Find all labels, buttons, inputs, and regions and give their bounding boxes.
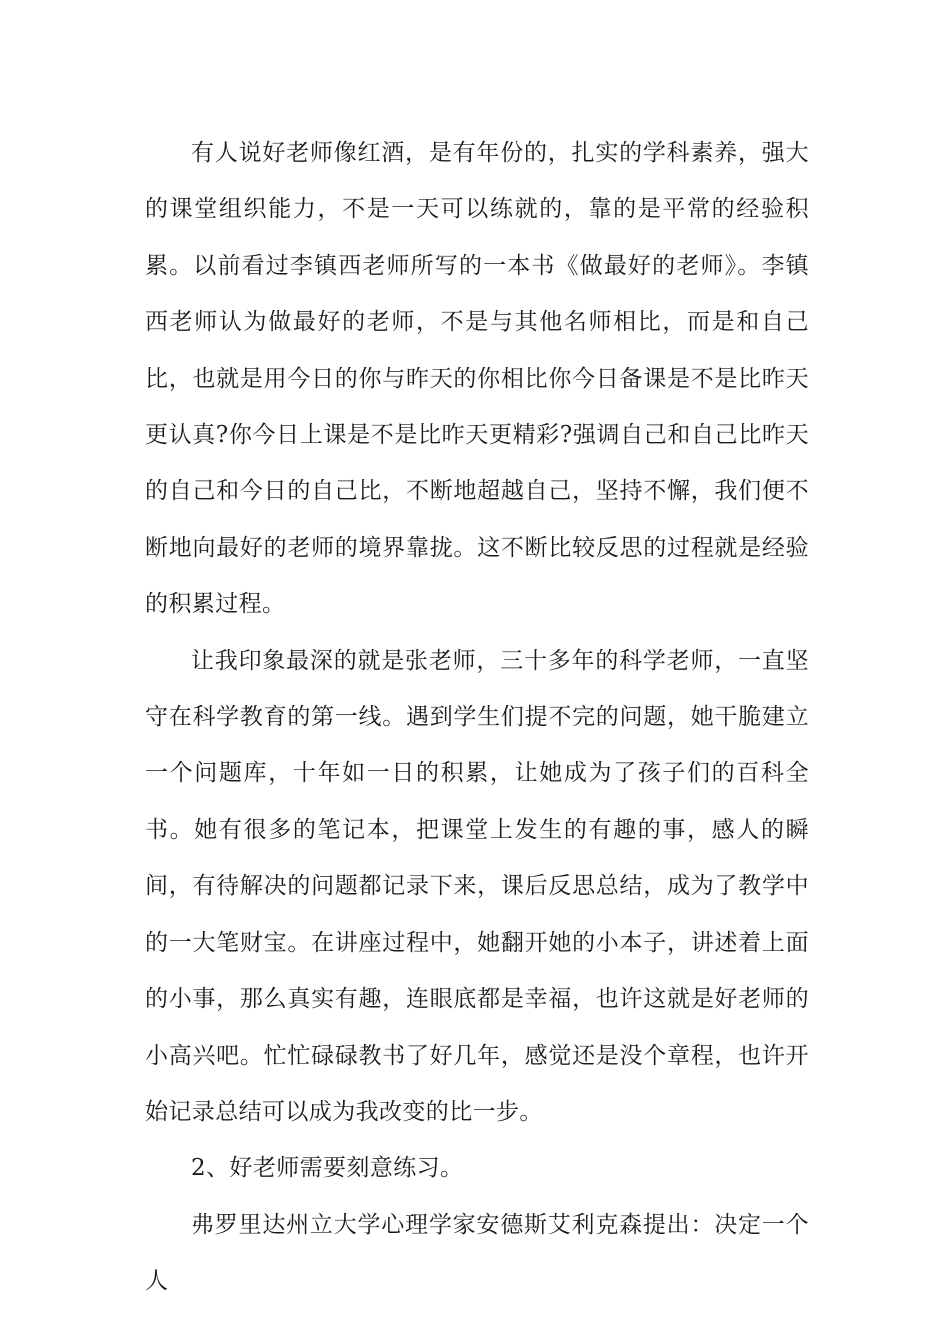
- paragraph-good-teacher-red-wine: 有人说好老师像红酒，是有年份的，扎实的学科素养，强大的课堂组织能力，不是一天可以练就的，靠的是平常的经验积累。以前看过李镇西老师所写的一本书《做最好的老师》。李镇西老师认为做最好的老师，不是与其他名师相比，而是和自己比，也就是用今日的你与昨天的你相比你今日备课是不是比昨天更认真?你今日上课是不是比昨天更精彩?强调自己和自己比昨天的自己和今日的自己比，不断地超越自己，坚持不懈，我们便不断地向最好的老师的境界靠拢。这不断比较反思的过程就是经验的积累过程。: [145, 140, 809, 618]
- document-body: [145, 125, 809, 1310]
- section-heading: 2、好老师需要刻意练习。: [191, 1155, 464, 1182]
- paragraph-ericsson: 弗罗里达州立大学心理学家安德斯艾利克森提出：决定一个人: [145, 1211, 809, 1295]
- paragraph-teacher-zhang: 让我印象最深的就是张老师，三十多年的科学老师，一直坚守在科学教育的第一线。遇到学生们提不完的问题，她干脆建立一个问题库，十年如一日的积累，让她成为了孩子们的百科全书。她有很多的笔记本，把课堂上发生的有趣的事，感人的瞬间，有待解决的问题都记录下来，课后反思总结，成为了教学中的一大笔财宝。在讲座过程中，她翻开她的小本子，讲述着上面的小事，那么真实有趣，连眼底都是幸福，也许这就是好老师的小高兴吧。忙忙碌碌教书了好几年，感觉还是没个章程，也许开始记录总结可以成为我改变的比一步。: [145, 647, 809, 1125]
